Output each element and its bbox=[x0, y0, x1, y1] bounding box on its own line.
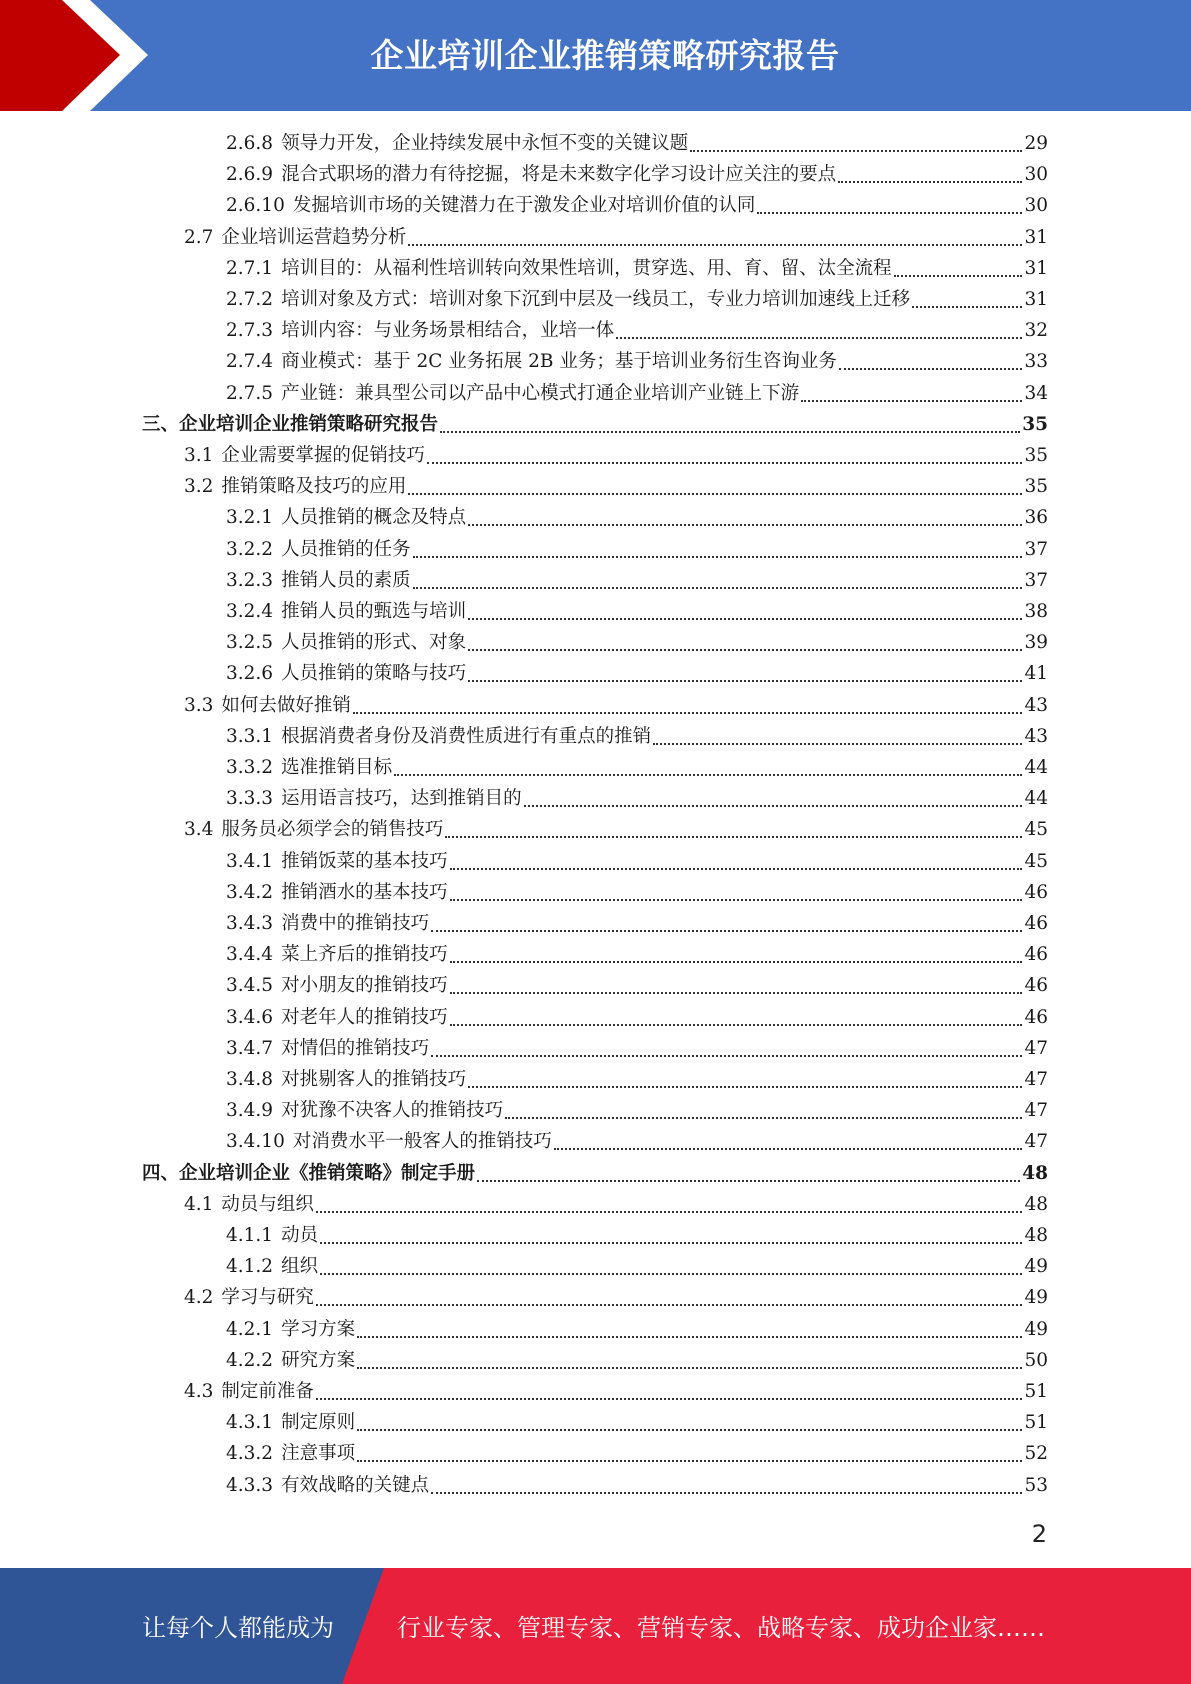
toc-dot-leader bbox=[450, 991, 1023, 994]
toc-entry-page: 46 bbox=[1024, 881, 1048, 903]
toc-entry-title: 动员与组织 bbox=[221, 1193, 314, 1215]
toc-entry-title: 学习方案 bbox=[281, 1318, 356, 1340]
toc-entry-number: 2.6.8 bbox=[226, 133, 274, 154]
toc-entry-page: 46 bbox=[1024, 944, 1048, 966]
toc-entry-number: 3.2.2 bbox=[226, 538, 274, 560]
toc-entry-number: 3.4.4 bbox=[226, 944, 274, 966]
toc-entry-title: 动员 bbox=[281, 1225, 319, 1246]
toc-entry-title: 对挑剔客人的推销技巧 bbox=[281, 1069, 467, 1090]
toc-entry-title: 制定原则 bbox=[281, 1412, 356, 1434]
toc-entry[interactable] bbox=[226, 752, 1048, 783]
toc-entry-number: 3.3.1 bbox=[226, 725, 274, 747]
page-header bbox=[0, 0, 1191, 111]
toc-dot-leader bbox=[468, 648, 1022, 651]
toc-entry-page: 51 bbox=[1024, 1381, 1048, 1402]
toc-entry-page: 35 bbox=[1022, 413, 1048, 435]
toc-entry-number: 3.4.6 bbox=[226, 1006, 274, 1028]
toc-entry-number: 4.1.2 bbox=[226, 1256, 274, 1278]
toc-dot-leader bbox=[316, 1210, 1023, 1213]
toc-entry-title: 人员推销的任务 bbox=[281, 538, 411, 560]
toc-entry-number: 4.3 bbox=[184, 1381, 214, 1402]
toc-entry-page: 39 bbox=[1024, 632, 1048, 654]
toc-entry-title: 商业模式：基于 2C 业务拓展 2B 业务；基于培训业务衍生咨询业务 bbox=[281, 351, 837, 373]
toc-entry-page: 47 bbox=[1024, 1131, 1048, 1153]
toc-entry-number: 2.7.1 bbox=[226, 257, 274, 279]
toc-entry-page: 46 bbox=[1024, 913, 1048, 934]
toc-entry[interactable] bbox=[226, 908, 1048, 939]
toc-entry[interactable] bbox=[226, 1345, 1048, 1376]
footer-slogan-right: 行业专家、管理专家、营销专家、战略专家、成功企业家…… bbox=[397, 1614, 1045, 1642]
toc-dot-leader bbox=[353, 711, 1023, 714]
toc-entry-page: 49 bbox=[1024, 1318, 1048, 1340]
toc-entry-page: 49 bbox=[1024, 1287, 1048, 1309]
toc-entry-page: 44 bbox=[1024, 788, 1048, 810]
toc-entry-number: 3.2.5 bbox=[226, 632, 274, 654]
toc-dot-leader bbox=[450, 1023, 1023, 1026]
toc-entry-title: 制定前准备 bbox=[221, 1381, 314, 1402]
toc-entry[interactable] bbox=[226, 877, 1048, 908]
toc-entry[interactable] bbox=[226, 128, 1048, 159]
toc-entry-page: 35 bbox=[1024, 445, 1048, 466]
toc-entry-page: 52 bbox=[1024, 1443, 1048, 1465]
toc-entry-number: 3.4.5 bbox=[226, 975, 274, 997]
toc-entry-page: 45 bbox=[1024, 819, 1048, 841]
toc-entry-title: 研究方案 bbox=[281, 1349, 356, 1371]
toc-entry-title: 推销饭菜的基本技巧 bbox=[281, 850, 448, 872]
toc-dot-leader bbox=[450, 867, 1023, 870]
toc-entry-title: 对老年人的推销技巧 bbox=[281, 1006, 448, 1028]
toc-entry-number: 3.4.3 bbox=[226, 913, 274, 934]
toc-entry-page: 47 bbox=[1024, 1069, 1048, 1090]
toc-dot-leader bbox=[477, 1179, 1020, 1182]
page-number: 2 bbox=[1031, 1520, 1047, 1548]
toc-entry-page: 37 bbox=[1024, 569, 1048, 591]
toc-entry-title: 推销酒水的基本技巧 bbox=[281, 881, 448, 903]
toc-entry-title: 服务员必须学会的销售技巧 bbox=[221, 819, 444, 841]
toc-entry-number: 3.4.8 bbox=[226, 1069, 274, 1090]
toc-entry-title: 注意事项 bbox=[281, 1443, 356, 1465]
toc-entry-title: 推销人员的素质 bbox=[281, 569, 411, 591]
toc-entry-page: 47 bbox=[1024, 1037, 1048, 1059]
toc-entry-page: 32 bbox=[1024, 320, 1048, 342]
toc-dot-leader bbox=[413, 586, 1023, 589]
toc-entry[interactable] bbox=[226, 783, 1048, 814]
toc-entry-number: 4.2.1 bbox=[226, 1318, 274, 1340]
toc-dot-leader bbox=[450, 898, 1023, 901]
toc-entry-title: 产业链：兼具型公司以产品中心模式打通企业培训产业链上下游 bbox=[281, 382, 800, 404]
toc-dot-leader bbox=[431, 1491, 1022, 1494]
toc-entry-title: 培训目的：从福利性培训转向效果性培训，贯穿选、用、育、留、汰全流程 bbox=[281, 257, 892, 279]
toc-dot-leader bbox=[468, 617, 1022, 620]
toc-entry[interactable] bbox=[226, 1002, 1048, 1033]
toc-entry-title: 企业需要掌握的促销技巧 bbox=[221, 445, 425, 466]
toc-dot-leader bbox=[653, 742, 1022, 745]
toc-entry[interactable] bbox=[226, 1095, 1048, 1126]
toc-dot-leader bbox=[316, 1303, 1023, 1306]
toc-entry-title: 根据消费者身份及消费性质进行有重点的推销 bbox=[281, 725, 652, 747]
toc-entry-title: 运用语言技巧，达到推销目的 bbox=[281, 788, 522, 810]
toc-entry-page: 31 bbox=[1024, 226, 1048, 248]
toc-entry-number: 2.7.2 bbox=[226, 289, 274, 310]
toc-entry-number: 3.4.9 bbox=[226, 1100, 274, 1122]
toc-entry-page: 43 bbox=[1024, 725, 1048, 747]
toc-entry-number: 2.6.9 bbox=[226, 164, 274, 186]
toc-entry[interactable] bbox=[184, 471, 1048, 502]
toc-entry[interactable] bbox=[226, 346, 1048, 377]
toc-entry-title: 企业培训运营趋势分析 bbox=[221, 226, 407, 248]
toc-dot-leader bbox=[838, 180, 1022, 183]
toc-entry[interactable] bbox=[226, 721, 1048, 752]
toc-entry-title: 发掘培训市场的关键潜力在于激发企业对培训价值的认同 bbox=[292, 195, 756, 217]
toc-entry-page: 48 bbox=[1024, 1225, 1048, 1246]
toc-entry-title: 人员推销的策略与技巧 bbox=[281, 663, 467, 685]
report-title: 企业培训企业推销策略研究报告 bbox=[370, 36, 840, 75]
toc-entry-page: 44 bbox=[1024, 757, 1048, 778]
toc-entry-number: 四、 bbox=[142, 1162, 180, 1184]
toc-dot-leader bbox=[524, 804, 1023, 807]
toc-entry[interactable] bbox=[226, 1220, 1048, 1251]
toc-entry-title: 企业培训企业《推销策略》制定手册 bbox=[179, 1162, 476, 1184]
toc-entry-title: 组织 bbox=[281, 1256, 319, 1278]
toc-entry-page: 36 bbox=[1024, 507, 1048, 529]
toc-entry[interactable] bbox=[226, 378, 1048, 409]
toc-entry-title: 领导力开发，企业持续发展中永恒不变的关键议题 bbox=[281, 133, 689, 154]
toc-entry-page: 31 bbox=[1024, 289, 1048, 310]
toc-entry[interactable] bbox=[184, 1376, 1048, 1407]
toc-entry-page: 48 bbox=[1022, 1162, 1048, 1184]
page-footer bbox=[0, 1568, 1191, 1684]
toc-entry[interactable] bbox=[226, 315, 1048, 346]
toc-entry[interactable] bbox=[142, 1158, 1048, 1189]
toc-dot-leader bbox=[408, 243, 1022, 246]
toc-entry[interactable] bbox=[226, 596, 1048, 627]
toc-entry[interactable] bbox=[184, 1189, 1048, 1220]
toc-entry-number: 2.7.5 bbox=[226, 382, 274, 404]
toc-entry-number: 4.1 bbox=[184, 1193, 214, 1215]
toc-dot-leader bbox=[440, 430, 1020, 433]
toc-entry-page: 49 bbox=[1024, 1256, 1048, 1278]
toc-entry-number: 3.4 bbox=[184, 819, 214, 841]
toc-entry-number: 4.2.2 bbox=[226, 1349, 274, 1371]
toc-entry[interactable] bbox=[226, 1407, 1048, 1438]
toc-entry[interactable] bbox=[184, 814, 1048, 845]
toc-dot-leader bbox=[431, 929, 1022, 932]
toc-dot-leader bbox=[427, 461, 1023, 464]
toc-entry-page: 35 bbox=[1024, 476, 1048, 498]
toc-entry-title: 如何去做好推销 bbox=[221, 694, 351, 716]
toc-dot-leader bbox=[445, 835, 1022, 838]
toc-dot-leader bbox=[839, 367, 1023, 370]
toc-entry-number: 4.2 bbox=[184, 1287, 214, 1309]
toc-entry-number: 三、 bbox=[142, 413, 180, 435]
toc-entry-number: 3.2.6 bbox=[226, 663, 274, 685]
toc-dot-leader bbox=[320, 1272, 1022, 1275]
toc-entry-title: 有效战略的关键点 bbox=[281, 1474, 430, 1496]
toc-entry[interactable] bbox=[226, 1438, 1048, 1469]
toc-entry-title: 对消费水平一般客人的推销技巧 bbox=[292, 1131, 552, 1153]
toc-entry-title: 对犹豫不决客人的推销技巧 bbox=[281, 1100, 504, 1122]
header-chevron-icon bbox=[0, 0, 160, 111]
toc-entry[interactable] bbox=[226, 565, 1048, 596]
toc-entry[interactable] bbox=[226, 627, 1048, 658]
toc-entry[interactable] bbox=[226, 159, 1048, 190]
toc-entry-title: 对情侣的推销技巧 bbox=[281, 1037, 430, 1059]
toc-dot-leader bbox=[616, 336, 1022, 339]
toc-entry-number: 4.1.1 bbox=[226, 1225, 274, 1246]
toc-entry-number: 4.3.2 bbox=[226, 1443, 274, 1465]
toc-entry-page: 45 bbox=[1024, 850, 1048, 872]
toc-entry[interactable] bbox=[184, 690, 1048, 721]
toc-entry-page: 30 bbox=[1024, 164, 1048, 186]
toc-entry[interactable] bbox=[226, 534, 1048, 565]
toc-dot-leader bbox=[450, 960, 1023, 963]
toc-entry-page: 46 bbox=[1024, 975, 1048, 997]
toc-entry-number: 2.6.10 bbox=[226, 195, 285, 217]
toc-entry-page: 29 bbox=[1024, 133, 1048, 154]
toc-entry-page: 47 bbox=[1024, 1100, 1048, 1122]
toc-entry-number: 3.2.1 bbox=[226, 507, 274, 529]
toc-entry-page: 37 bbox=[1024, 538, 1048, 560]
toc-entry-title: 推销策略及技巧的应用 bbox=[221, 476, 407, 498]
toc-entry-page: 33 bbox=[1024, 351, 1048, 373]
toc-dot-leader bbox=[357, 1459, 1022, 1462]
toc-entry[interactable] bbox=[184, 440, 1048, 471]
toc-entry-title: 混合式职场的潜力有待挖掘，将是未来数字化学习设计应关注的要点 bbox=[281, 164, 837, 186]
toc-dot-leader bbox=[468, 679, 1022, 682]
toc-dot-leader bbox=[320, 1241, 1022, 1244]
toc-entry-title: 对小朋友的推销技巧 bbox=[281, 975, 448, 997]
toc-entry-page: 51 bbox=[1024, 1412, 1048, 1434]
toc-dot-leader bbox=[894, 274, 1023, 277]
toc-entry-number: 3.1 bbox=[184, 445, 214, 466]
toc-dot-leader bbox=[468, 523, 1022, 526]
toc-entry-title: 消费中的推销技巧 bbox=[281, 913, 430, 934]
toc-dot-leader bbox=[554, 1147, 1023, 1150]
toc-entry-title: 人员推销的形式、对象 bbox=[281, 632, 467, 654]
toc-dot-leader bbox=[413, 555, 1023, 558]
toc-entry-number: 3.3.2 bbox=[226, 757, 274, 778]
toc-entry[interactable] bbox=[226, 1314, 1048, 1345]
toc-dot-leader bbox=[757, 211, 1022, 214]
toc-entry-title: 培训内容：与业务场景相结合，业培一体 bbox=[281, 320, 615, 342]
toc-dot-leader bbox=[357, 1366, 1022, 1369]
toc-entry-title: 人员推销的概念及特点 bbox=[281, 507, 467, 529]
toc-entry-title: 推销人员的甄选与培训 bbox=[281, 601, 467, 622]
toc-dot-leader bbox=[357, 1335, 1022, 1338]
toc-entry-page: 41 bbox=[1024, 663, 1048, 685]
toc-entry-number: 4.3.1 bbox=[226, 1412, 274, 1434]
toc-entry[interactable] bbox=[226, 1470, 1048, 1501]
toc-entry-title: 学习与研究 bbox=[221, 1287, 314, 1309]
toc-entry-number: 4.3.3 bbox=[226, 1474, 274, 1496]
toc-entry[interactable] bbox=[142, 409, 1048, 440]
toc-entry[interactable] bbox=[226, 846, 1048, 877]
toc-dot-leader bbox=[431, 1054, 1022, 1057]
toc-entry-number: 3.2 bbox=[184, 476, 214, 498]
toc-entry-number: 3.4.1 bbox=[226, 850, 274, 872]
toc-entry-page: 43 bbox=[1024, 694, 1048, 716]
toc-entry-number: 2.7 bbox=[184, 226, 214, 248]
toc-dot-leader bbox=[801, 399, 1022, 402]
toc-entry-number: 2.7.3 bbox=[226, 320, 274, 342]
toc-dot-leader bbox=[912, 305, 1022, 308]
toc-entry-number: 3.2.3 bbox=[226, 569, 274, 591]
toc-dot-leader bbox=[394, 773, 1022, 776]
toc-entry-number: 3.3.3 bbox=[226, 788, 274, 810]
toc-entry-number: 3.4.10 bbox=[226, 1131, 285, 1153]
toc-entry[interactable] bbox=[226, 658, 1048, 689]
toc-entry[interactable] bbox=[226, 253, 1048, 284]
toc-entry-page: 31 bbox=[1024, 257, 1048, 279]
toc-entry-number: 2.7.4 bbox=[226, 351, 274, 373]
toc-entry-page: 38 bbox=[1024, 601, 1048, 622]
toc-entry-page: 34 bbox=[1024, 382, 1048, 404]
toc-entry[interactable] bbox=[226, 939, 1048, 970]
toc-entry-page: 50 bbox=[1024, 1349, 1048, 1371]
toc-entry-title: 选准推销目标 bbox=[281, 757, 393, 778]
toc-dot-leader bbox=[505, 1116, 1022, 1119]
toc-entry[interactable] bbox=[184, 222, 1048, 253]
toc-entry[interactable] bbox=[226, 1033, 1048, 1064]
toc-dot-leader bbox=[468, 1085, 1022, 1088]
toc-dot-leader bbox=[316, 1397, 1023, 1400]
toc-entry-page: 48 bbox=[1024, 1193, 1048, 1215]
toc-entry[interactable] bbox=[226, 284, 1048, 315]
toc-dot-leader bbox=[408, 492, 1022, 495]
toc-entry[interactable] bbox=[226, 1251, 1048, 1282]
toc-dot-leader bbox=[690, 149, 1022, 152]
toc-entry-number: 3.4.2 bbox=[226, 881, 274, 903]
toc-entry[interactable] bbox=[226, 970, 1048, 1001]
toc-entry[interactable] bbox=[184, 1282, 1048, 1313]
toc-entry-title: 培训对象及方式：培训对象下沉到中层及一线员工，专业力培训加速线上迁移 bbox=[281, 289, 911, 310]
toc-entry-number: 3.3 bbox=[184, 694, 214, 716]
toc-dot-leader bbox=[357, 1428, 1022, 1431]
toc-entry[interactable] bbox=[226, 190, 1048, 221]
toc-entry-page: 53 bbox=[1024, 1474, 1048, 1496]
toc-entry-title: 菜上齐后的推销技巧 bbox=[281, 944, 448, 966]
toc-entry-page: 46 bbox=[1024, 1006, 1048, 1028]
footer-slogan-left: 让每个人都能成为 bbox=[142, 1614, 334, 1642]
toc-entry-page: 30 bbox=[1024, 195, 1048, 217]
toc-entry[interactable] bbox=[226, 502, 1048, 533]
toc-entry-number: 3.4.7 bbox=[226, 1037, 274, 1059]
toc-entry-number: 3.2.4 bbox=[226, 601, 274, 622]
toc-entry[interactable] bbox=[226, 1064, 1048, 1095]
toc-entry-title: 企业培训企业推销策略研究报告 bbox=[179, 413, 439, 435]
toc-entry[interactable] bbox=[226, 1126, 1048, 1157]
